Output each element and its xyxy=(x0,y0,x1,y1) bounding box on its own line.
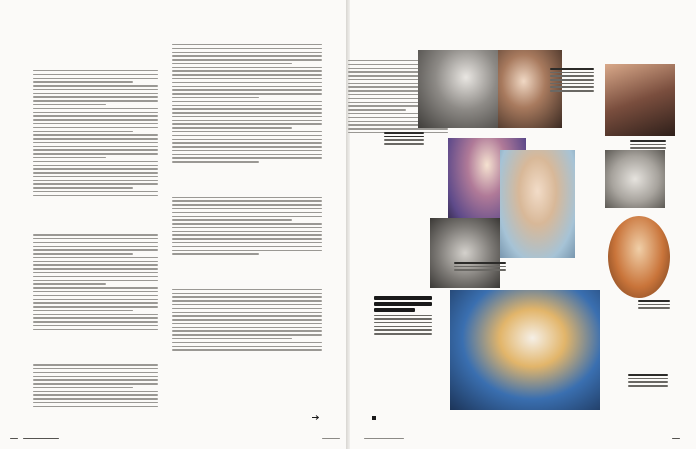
left-page-footer-right xyxy=(322,438,340,440)
article-body-text xyxy=(33,364,158,407)
photo-caption xyxy=(384,132,424,145)
photo-flowers-celebration xyxy=(450,290,600,410)
photo-baby xyxy=(605,150,665,208)
photo-piano-lesson xyxy=(605,64,675,136)
right-page xyxy=(350,0,696,449)
article-body-text xyxy=(172,197,322,255)
article-body-text xyxy=(172,44,322,163)
left-page-footer xyxy=(10,438,59,440)
portrait-name-caption xyxy=(374,296,432,335)
section-heading-gap xyxy=(33,44,158,70)
photo-caption xyxy=(630,140,666,149)
square-bullet-icon xyxy=(372,416,376,420)
arrow-right-icon xyxy=(312,415,319,420)
article-body-text xyxy=(33,70,158,196)
article-body-text xyxy=(172,289,322,351)
photo-child-oval-portrait xyxy=(608,216,670,298)
left-page xyxy=(0,0,346,449)
photo-caption xyxy=(638,300,670,309)
photo-caption xyxy=(628,374,668,387)
left-column-1 xyxy=(33,44,158,407)
photo-teen-portrait xyxy=(500,150,575,258)
article-body-text xyxy=(33,234,158,330)
section-heading-gap xyxy=(172,255,322,289)
right-page-footer-number xyxy=(672,438,680,440)
section-heading-gap xyxy=(33,196,158,234)
photo-caption xyxy=(550,68,594,92)
photo-school-class xyxy=(430,218,500,288)
left-column-2 xyxy=(172,44,322,351)
photo-caption xyxy=(454,262,506,271)
section-heading-gap xyxy=(33,330,158,364)
right-page-footer xyxy=(364,438,404,440)
photo-band-rehearsal xyxy=(418,50,498,128)
section-heading-gap xyxy=(172,163,322,197)
